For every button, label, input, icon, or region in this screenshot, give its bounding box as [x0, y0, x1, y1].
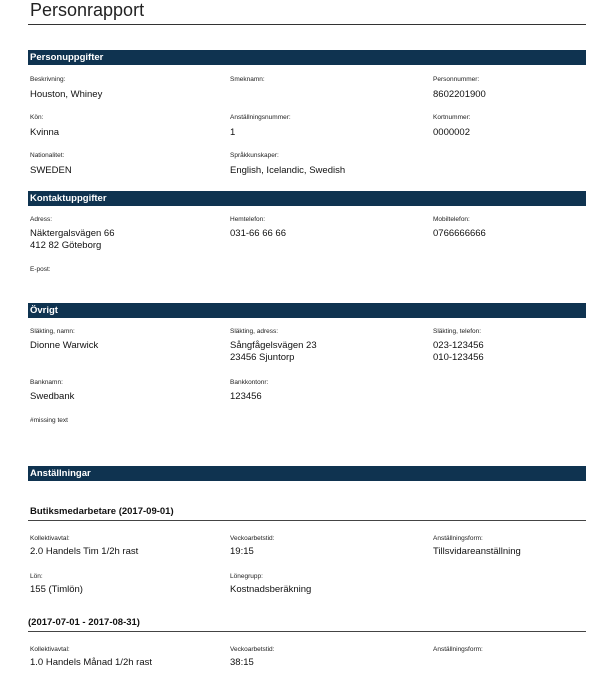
field-value-kollektivavtal: 2.0 Handels Tim 1/2h rast [30, 546, 139, 557]
section-header-personuppgifter: Personuppgifter [28, 50, 586, 65]
field-label-epost: E-post: [30, 266, 51, 273]
field-label-kon: Kön: [30, 114, 44, 121]
field-value-sprakkunskaper: English, Icelandic, Swedish [230, 165, 346, 176]
field-label-smeknamn: Smeknamn: [230, 76, 265, 83]
field-label-hemtelefon: Hemtelefon: [230, 216, 266, 223]
field-value-bankkontonr: 123456 [230, 391, 262, 402]
field-label-kortnummer: Kortnummer: [433, 114, 471, 121]
title-divider [28, 24, 586, 25]
field-label-lonegrupp: Lönegrupp: [230, 573, 263, 580]
section-header-kontaktuppgifter: Kontaktuppgifter [28, 191, 586, 206]
field-label-banknamn: Banknamn: [30, 379, 63, 386]
employment-divider [28, 520, 586, 521]
page-title: Personrapport [30, 0, 145, 20]
field-label-anstallningsform: Anställningsform: [433, 535, 483, 542]
field-label-lon: Lön: [30, 573, 43, 580]
field-value-lon: 155 (Timlön) [30, 584, 83, 595]
field-value-slakting-namn: Dionne Warwick [30, 340, 99, 351]
section-header-ovrigt: Övrigt [28, 303, 586, 318]
section-header-anstallningar: Anställningar [28, 466, 586, 481]
field-value-slakting-adress-line2: 23456 Sjuntorp [230, 352, 295, 363]
field-label-adress: Adress: [30, 216, 53, 223]
field-value-banknamn: Swedbank [30, 391, 75, 402]
field-value-kollektivavtal: 1.0 Handels Månad 1/2h rast [30, 657, 152, 668]
field-value-slakting-adress-line1: Sångfågelsvägen 23 [230, 340, 317, 351]
field-label-sprakkunskaper: Språkkunskaper: [230, 152, 279, 159]
field-value-veckoarbetstid: 38:15 [230, 657, 254, 668]
field-label-veckoarbetstid: Veckoarbetstid: [230, 535, 275, 542]
field-label-anstallningsform: Anställningsform: [433, 646, 483, 653]
employment-title: Butiksmedarbetare (2017-09-01) [30, 506, 174, 517]
field-value-anstallningsform: Tillsvidareanställning [433, 546, 521, 557]
field-value-slakting-telefon-line2: 010-123456 [433, 352, 484, 363]
field-value-adress-line1: Näktergalsvägen 66 [30, 228, 115, 239]
employment-title: (2017-07-01 - 2017-08-31) [28, 617, 140, 628]
field-value-anstallningsnummer: 1 [230, 127, 236, 138]
field-label-anstallningsnummer: Anställningsnummer: [230, 114, 291, 121]
field-value-slakting-telefon-line1: 023-123456 [433, 340, 484, 351]
field-label-nationalitet: Nationalitet: [30, 152, 65, 159]
field-label-kollektivavtal: Kollektivavtal: [30, 535, 70, 542]
field-value-kortnummer: 0000002 [433, 127, 470, 138]
field-label-kollektivavtal: Kollektivavtal: [30, 646, 70, 653]
field-label-veckoarbetstid: Veckoarbetstid: [230, 646, 275, 653]
field-label-slakting-adress: Släkting, adress: [230, 328, 279, 335]
field-value-hemtelefon: 031-66 66 66 [230, 228, 286, 239]
field-label-beskrivning: Beskrivning: [30, 76, 66, 83]
field-value-nationalitet: SWEDEN [30, 165, 72, 176]
field-value-personnummer: 8602201900 [433, 89, 486, 100]
field-value-lonegrupp: Kostnadsberäkning [230, 584, 312, 595]
field-value-mobiltelefon: 0766666666 [433, 228, 486, 239]
field-label-personnummer: Personnummer: [433, 76, 480, 83]
field-label-slakting-telefon: Släkting, telefon: [433, 328, 482, 335]
field-label-bankkontonr: Bankkontonr: [230, 379, 269, 386]
field-label-mobiltelefon: Mobiltelefon: [433, 216, 470, 223]
field-value-beskrivning: Houston, Whiney [30, 89, 103, 100]
field-value-kon: Kvinna [30, 127, 60, 138]
employment-divider [28, 631, 586, 632]
field-value-veckoarbetstid: 19:15 [230, 546, 254, 557]
field-label-slakting-namn: Släkting, namn: [30, 328, 75, 335]
field-value-adress-line2: 412 82 Göteborg [30, 240, 102, 251]
missing-text-placeholder: #missing text [30, 417, 68, 424]
